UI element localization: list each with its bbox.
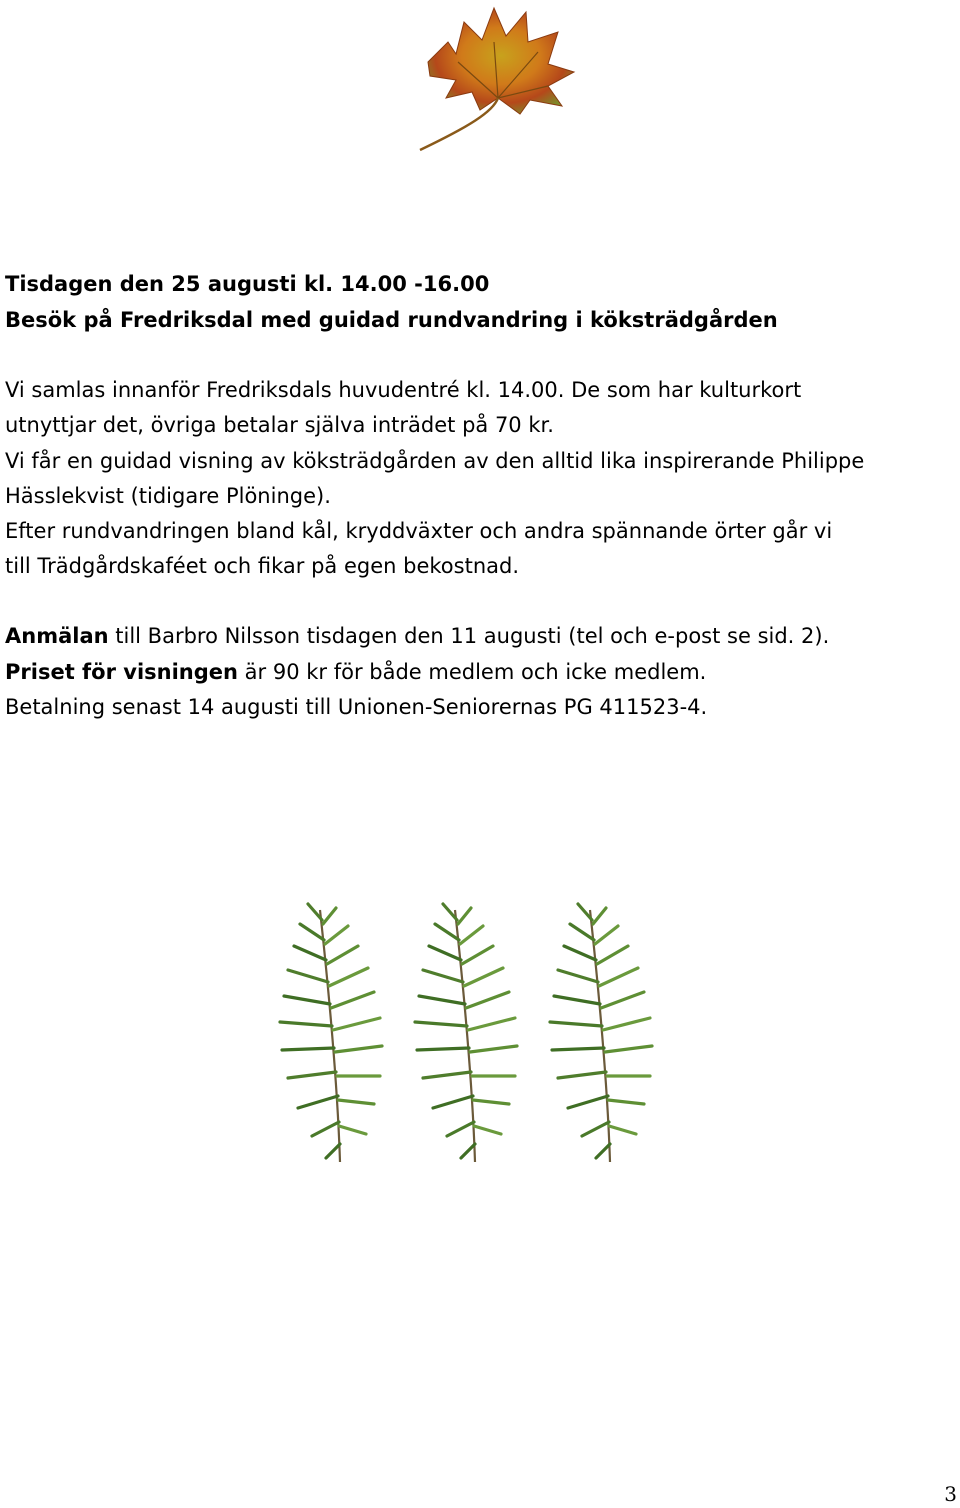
body-line: Efter rundvandringen bland kål, kryddväxter och andra spännande örter går vi bbox=[5, 519, 833, 543]
event-date: Tisdagen den 25 augusti kl. 14.00 -16.00 bbox=[5, 272, 490, 296]
price-line bbox=[5, 658, 706, 686]
payment-line: Betalning senast 14 augusti till Unionen-Seniorernas PG 411523-4. bbox=[5, 695, 708, 719]
body-line: till Trädgårdskaféet och fikar på egen bekostnad. bbox=[5, 554, 519, 578]
registration-label: Anmälan bbox=[5, 624, 109, 648]
body-line: Vi samlas innanför Fredriksdals huvudentré kl. 14.00. De som har kulturkort bbox=[5, 378, 802, 402]
page-number: 3 bbox=[944, 1482, 957, 1506]
registration-line bbox=[5, 622, 829, 650]
autumn-leaf-icon bbox=[398, 2, 598, 152]
registration-text: till Barbro Nilsson tisdagen den 11 augusti (tel och e-post se sid. 2). bbox=[108, 624, 830, 648]
rosemary-sprigs-icon bbox=[270, 900, 700, 1170]
event-title: Besök på Fredriksdal med guidad rundvandring i köksträdgården bbox=[5, 308, 778, 332]
body-line: utnyttjar det, övriga betalar själva inträdet på 70 kr. bbox=[5, 413, 554, 437]
price-label: Priset för visningen bbox=[5, 660, 238, 684]
body-line: Vi får en guidad visning av köksträdgården av den alltid lika inspirerande Philippe bbox=[5, 449, 865, 473]
price-text: är 90 kr för både medlem och icke medlem. bbox=[237, 660, 707, 684]
body-line: Hässlekvist (tidigare Plöninge). bbox=[5, 484, 331, 508]
